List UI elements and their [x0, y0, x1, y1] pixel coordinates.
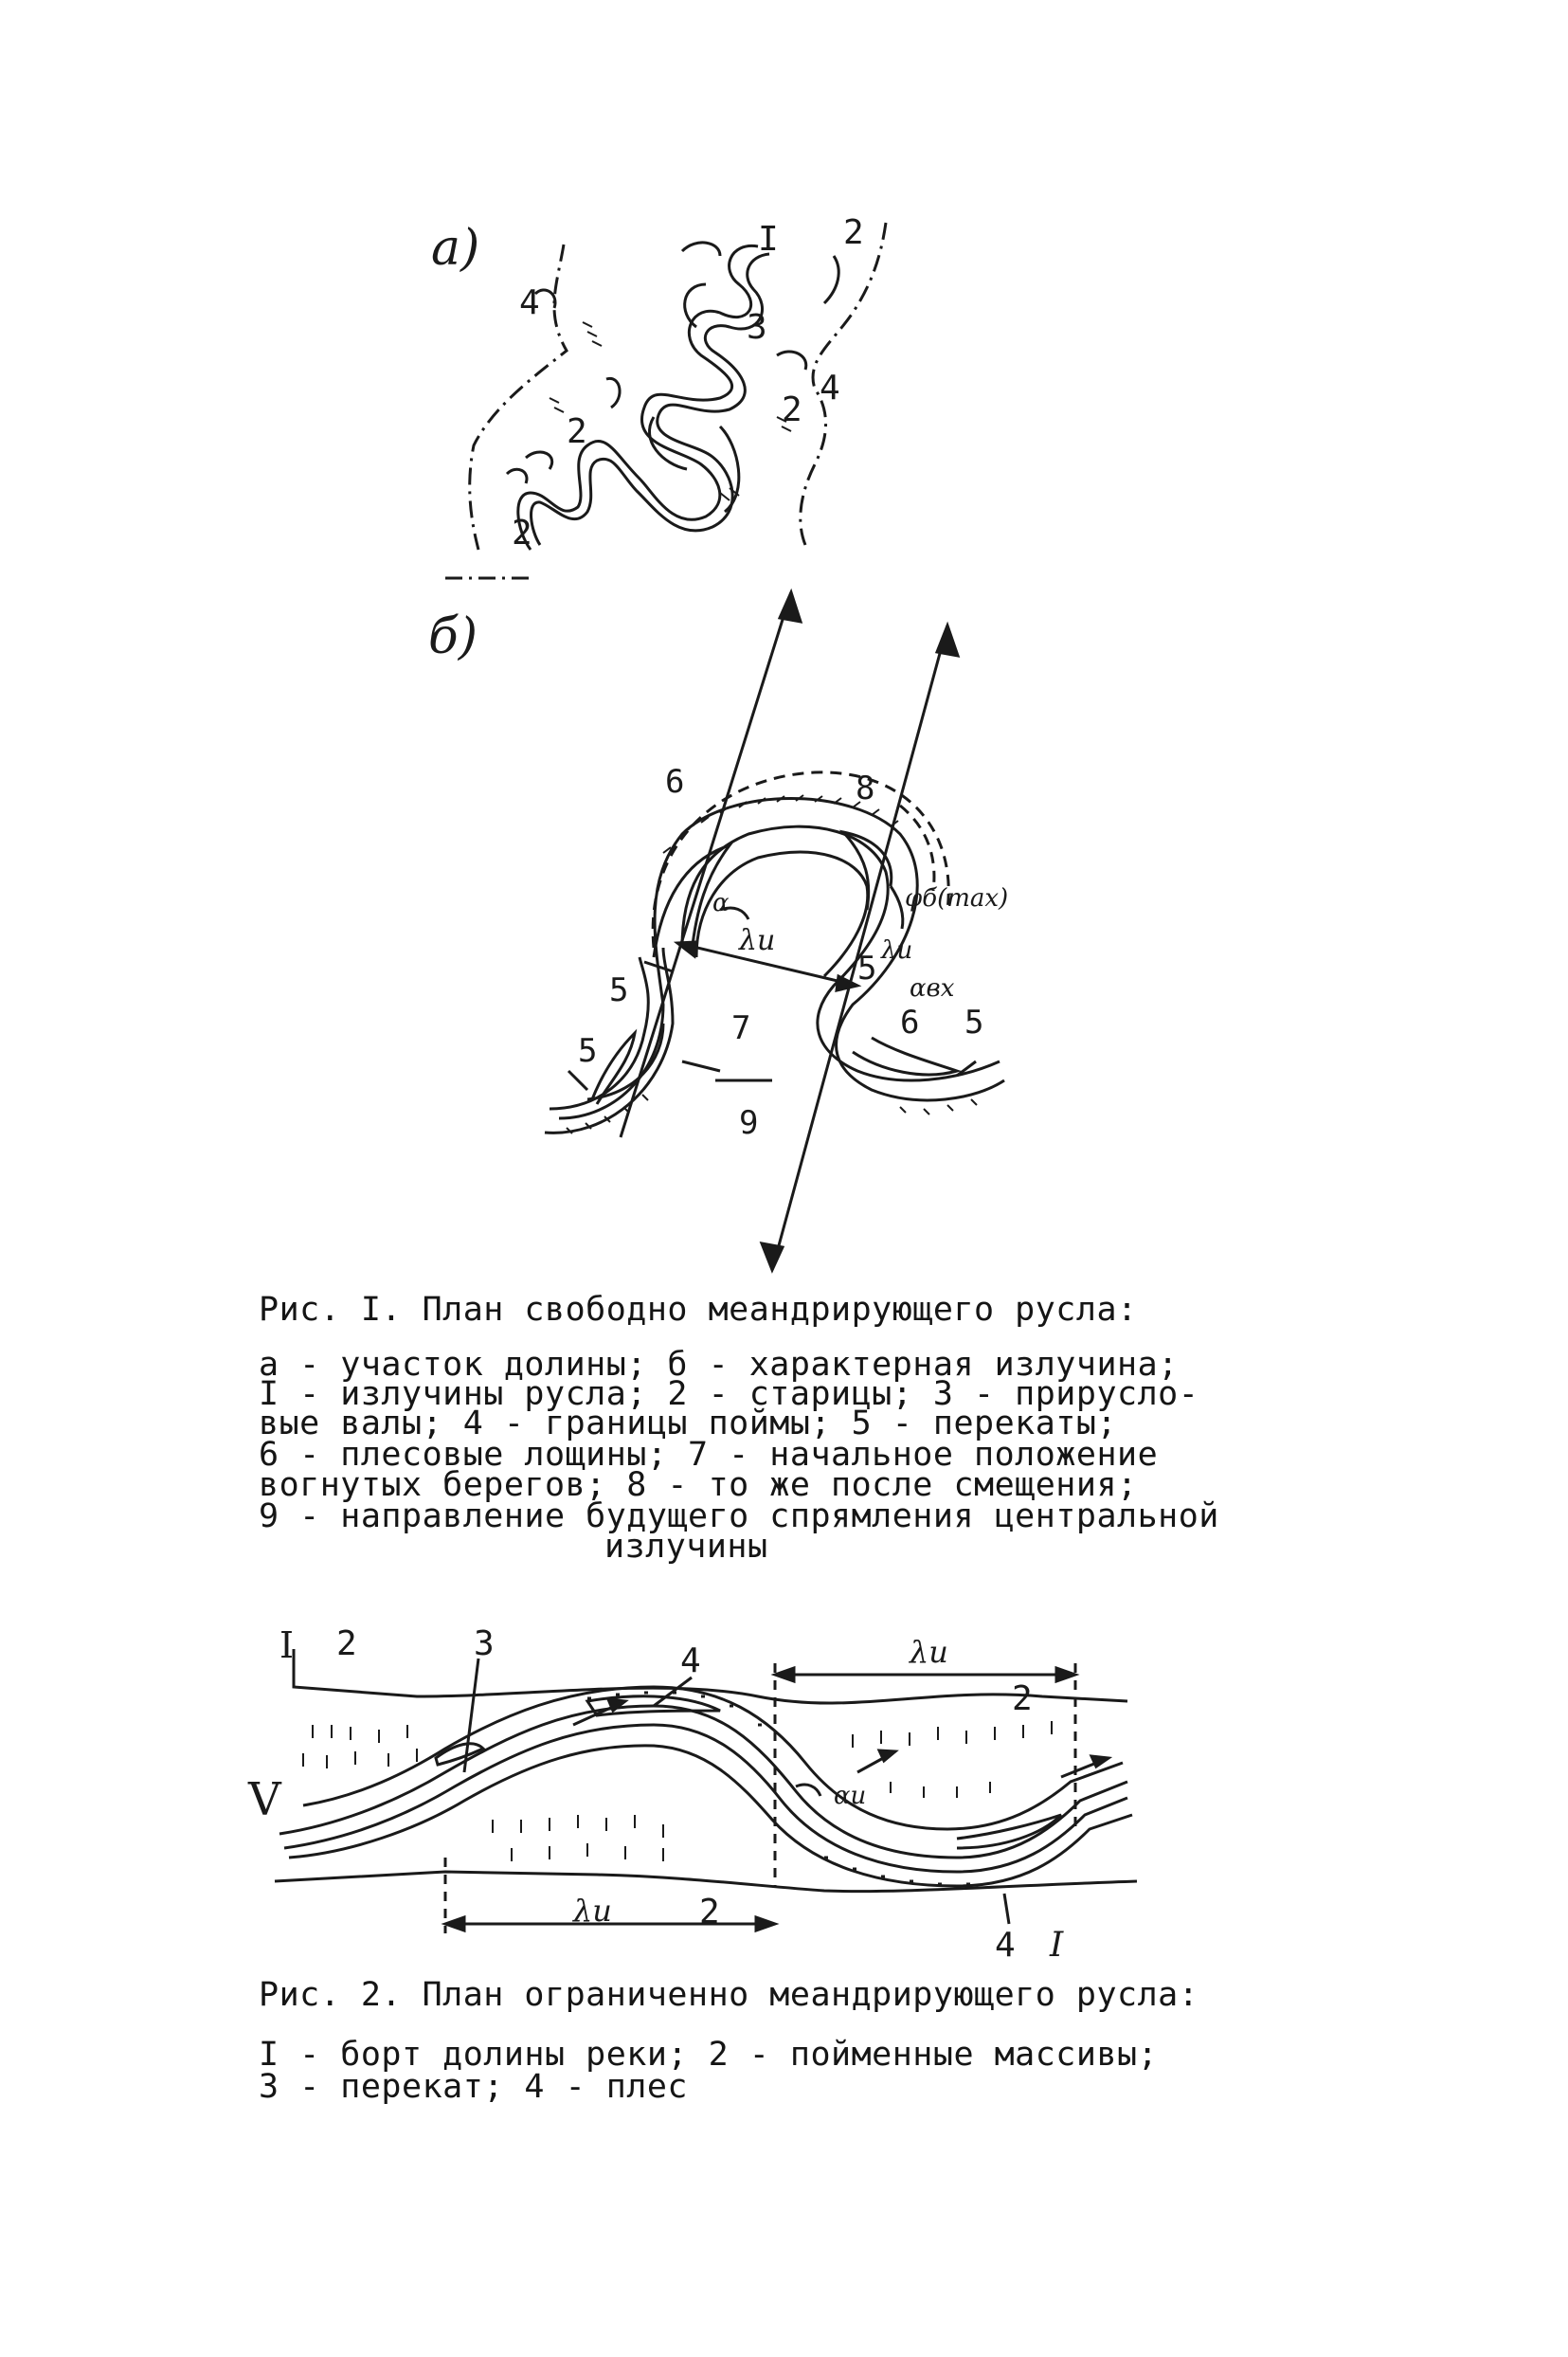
fig1b-label-5-right: 5: [857, 950, 877, 988]
fig1a-label-2b: 2: [782, 390, 802, 429]
fig1a-label-1: I: [758, 220, 779, 259]
fig2-label-alpha: αи: [834, 1782, 867, 1810]
fig1b-label-lambda: λи: [739, 924, 776, 957]
fig1b-label-5-left: 5: [609, 971, 629, 1009]
figure-1-caption-line-3: вые валы; 4 - границы поймы; 5 - перекаты;: [259, 1405, 1118, 1442]
fig1b-label-lambda-right: λи: [881, 936, 913, 965]
fig2-label-I-top: I: [279, 1624, 295, 1666]
figure-2-caption-title: Рис. 2. План ограниченно меандрирующего русла:: [259, 1976, 1199, 2014]
fig1a-label-3: 3: [747, 308, 767, 347]
fig1b-label-alpha-vh: αвх: [910, 974, 955, 1003]
figure-1-caption-line-7: излучины: [604, 1528, 768, 1566]
figure-1-caption-line-1: а - участок долины; б - характерная излучина;: [259, 1346, 1179, 1384]
fig1a-label-2c: 2: [567, 412, 587, 451]
figure-2-caption-line-2: 3 - перекат; 4 - плес: [259, 2068, 689, 2106]
fig2-label-2-top: 2: [336, 1624, 357, 1663]
fig2-label-V: V: [248, 1773, 281, 1826]
fig1b-label-5-far-right: 5: [964, 1004, 984, 1042]
fig2-label-4-bottom: 4: [995, 1926, 1016, 1965]
fig1b-label-alpha: α: [712, 889, 730, 917]
fig1a-label-2d: 2: [512, 514, 532, 553]
fig1b-label-7: 7: [731, 1009, 751, 1047]
figure-1-caption-title: Рис. I. План свободно меандрирующего русла:: [259, 1291, 1138, 1329]
figure-1-caption-line-2: I - излучины русла; 2 - старицы; 3 - прирусло-: [259, 1375, 1199, 1413]
figure-1-caption-line-6: 9 - направление будущего спрямления центральной: [259, 1497, 1219, 1535]
fig1b-label-5-bottom-left: 5: [578, 1032, 598, 1070]
fig1b-label-6-right: 6: [900, 1004, 920, 1042]
panel-a-label: а): [431, 220, 480, 277]
fig1b-label-9: 9: [739, 1104, 759, 1142]
fig1b-label-8: 8: [856, 770, 875, 807]
fig1b-label-6-top: 6: [665, 763, 685, 801]
fig2-label-I-bottom: I: [1050, 1926, 1064, 1965]
fig2-label-lambda-bottom: λи: [573, 1893, 612, 1929]
valley-side-bottom: [275, 1872, 1137, 1892]
figure-1-caption-line-5: вогнутых берегов; 8 - то же после смещения;: [259, 1466, 1138, 1504]
panel-b-label: б): [428, 608, 478, 665]
fig1b-label-phi: φб(max): [905, 884, 1009, 913]
fig2-label-2-right: 2: [1012, 1679, 1033, 1718]
fig2-label-3: 3: [474, 1624, 495, 1663]
channel-bank-2: [284, 1725, 1127, 1872]
fig2-label-lambda-top: λи: [910, 1634, 948, 1670]
fig2-label-4-top: 4: [680, 1641, 701, 1680]
figure-1-caption-line-4: 6 - плесовые лощины; 7 - начальное положение: [259, 1436, 1159, 1474]
figure-2-caption-line-1: I - борт долины реки; 2 - пойменные массивы;: [259, 2036, 1159, 2074]
fig1a-label-4-right: 4: [820, 369, 840, 408]
fig2-label-2-bottom: 2: [699, 1893, 720, 1931]
fig1a-label-4-left: 4: [519, 283, 540, 322]
fig1a-label-2: 2: [843, 213, 864, 252]
